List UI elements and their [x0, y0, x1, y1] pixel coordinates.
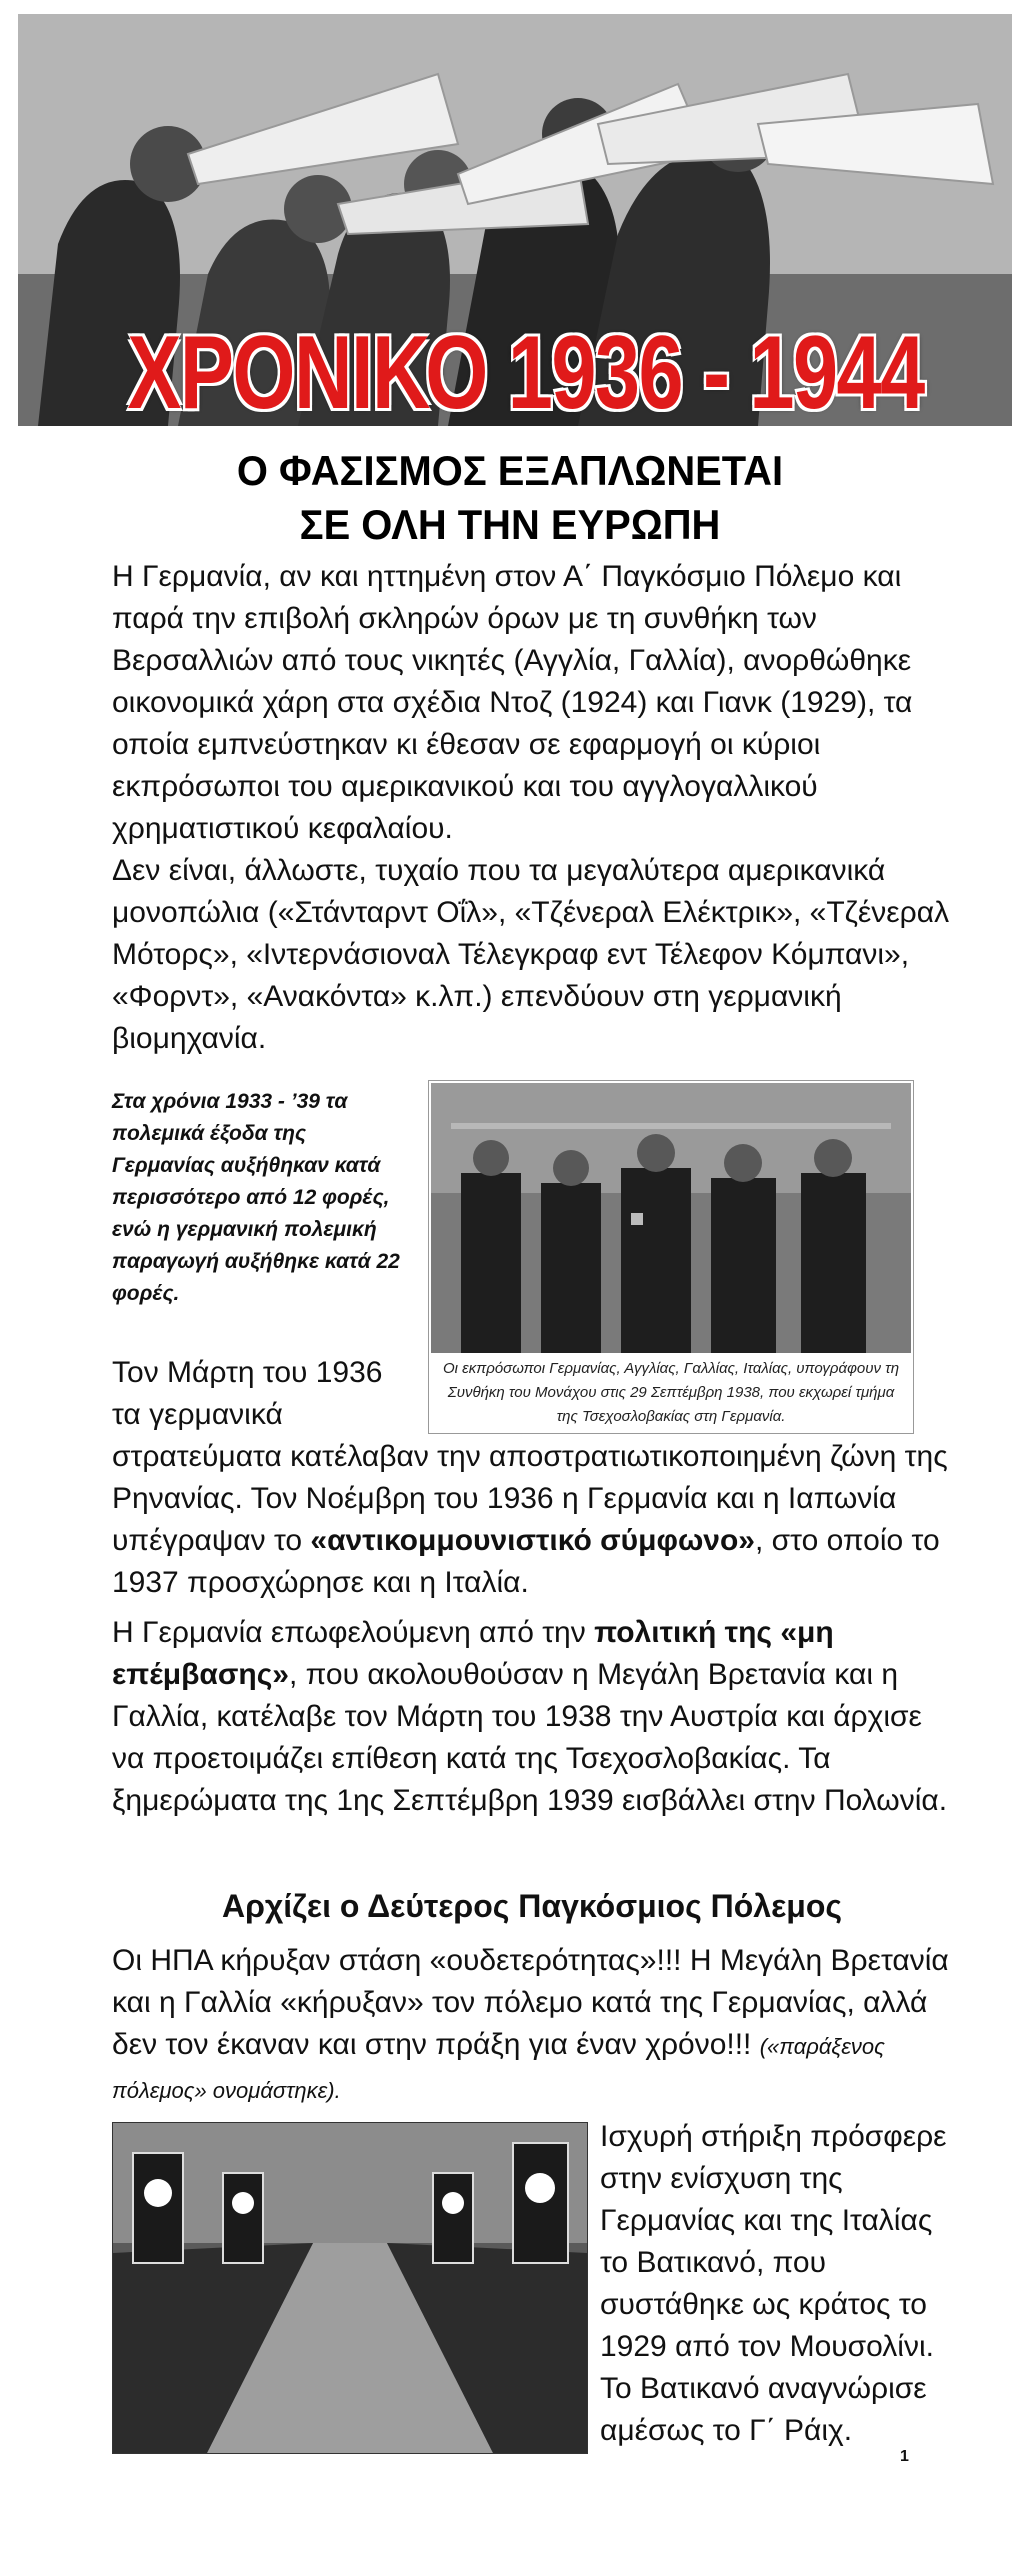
nazi-rally-photo: [112, 2122, 588, 2454]
anticomintern-pact-term: «αντικομμουνιστικό σύμφωνο»: [310, 1524, 755, 1557]
paragraph-monopolies: Δεν είναι, άλλωστε, τυχαίο που τα μεγαλύτερα αμερικανικά μονοπώλια («Στάνταρντ Οΐλ», «Τζένεραλ Ελέκτρικ», «Τζένεραλ Μότορς», «Ιντερνάσιοναλ Τέλεγκραφ εντ Τέλεφον Κόμπανι», «Φορντ», «Ανακόντα» κ.λπ.) επενδύουν στη γερμανική βιομηχανία.: [112, 854, 950, 1055]
rhineland-text-b: , στο οποίο το 1937 προσχώρησε και η Ιταλία.: [112, 1524, 940, 1599]
header-banner: [18, 14, 1012, 426]
paragraph-rhineland: [112, 1436, 952, 1604]
page-number: 1: [900, 2448, 909, 2465]
non-intervention-text-a: Η Γερμανία επωφελούμενη από την: [112, 1616, 595, 1649]
headline-line-1: Ο ΦΑΣΙΣΜΟΣ ΕΞΑΠΛΩΝΕΤΑΙ: [236, 447, 784, 494]
phoney-war-text: Οι ΗΠΑ κήρυξαν στάση «ουδετερότητας»!!! Η Μεγάλη Βρετανία και η Γαλλία «κήρυξαν» τον πόλεμο κατά της Γερμανίας, αλλά δεν τον έκαναν και στην πράξη για έναν χρόνο!!!: [112, 1944, 949, 2061]
munich-photo-caption: Οι εκπρόσωποι Γερμανίας, Αγγλίας, Γαλλίας, Ιταλίας, υπογράφουν τη Συνθήκη του Μονάχου στις 29 Σεπτέμβρη 1938, που εκχωρεί τμήμα της Τσεχοσλοβακίας στη Γερμανία.: [442, 1360, 900, 1425]
paragraph-rhineland-start: Τον Μάρτη του 1936 τα γερμανικά: [112, 1356, 383, 1431]
non-intervention-term: πολιτική της «μη επέμβασης»: [112, 1616, 834, 1691]
paragraph-intro: Η Γερμανία, αν και ηττημένη στον Α΄ Παγκόσμιο Πόλεμο και παρά την επιβολή σκληρών όρων με τη συνθήκη των Βερσαλλιών από τους νικητές (Αγγλία, Γαλλία), ανορθώθηκε οικονομικά χάρη στα σχέδια Ντοζ (1924) και Γιανκ (1929), τα οποία εμπνεύστηκαν κι έθεσαν σε εφαρμογή οι κύριοι εκπρόσωποι του αμερικανικού και του αγγλογαλλικού χρηματιστικού κεφαλαίου.: [112, 560, 913, 845]
paragraph-vatican: Ισχυρή στήριξη πρόσφερε στην ενίσχυση της Γερμανίας και της Ιταλίας το Βατικανό, που συστάθηκε ως κράτος το 1929 από τον Μουσολίνι. Το Βατικανό αναγνώρισε αμέσως το Γ΄ Ράιχ.: [600, 2120, 947, 2447]
phoney-war-note: («παράξενος πόλεμος» ονομάστηκε).: [112, 2034, 885, 2103]
page-headline: [83, 444, 938, 552]
section-heading-ww2: Αρχίζει ο Δεύτερος Παγκόσμιος Πόλεμος: [221, 1888, 843, 1924]
banner-title: ΧΡΟΝΙΚΟ 1936 - 1944: [127, 315, 924, 426]
rhineland-text-a: στρατεύματα κατέλαβαν την αποστρατιωτικοποιημένη ζώνη της Ρηνανίας. Τον Νοέμβρη του 1936 η Γερμανία και η Ιαπωνία υπέγραψαν το: [112, 1440, 948, 1557]
munich-agreement-photo: [431, 1083, 911, 1353]
sidenote-war-spending: Στα χρόνια 1933 - ’39 τα πολεμικά έξοδα της Γερμανίας αυξήθηκαν κατά περισσότερο από 12 φορές, ενώ η γερμανική πολεμική παραγωγή αυξήθηκε κατά 22 φορές.: [112, 1090, 400, 1305]
paragraph-phoney-war: [112, 1940, 952, 2112]
non-intervention-text-b: , που ακολουθούσαν η Μεγάλη Βρετανία και η Γαλλία, κατέλαβε τον Μάρτη του 1938 την Αυστρία και άρχισε να προετοιμάζει επίθεση κατά της Τσεχοσλοβακίας. Τα ξημερώματα της 1ης Σεπτέμβρη 1939 εισβάλλει στην Πολωνία.: [112, 1658, 948, 1817]
munich-photo-frame: [428, 1080, 914, 1434]
headline-line-2: ΣΕ ΟΛΗ ΤΗΝ ΕΥΡΩΠΗ: [299, 501, 721, 548]
paragraph-non-intervention: [112, 1612, 952, 1822]
